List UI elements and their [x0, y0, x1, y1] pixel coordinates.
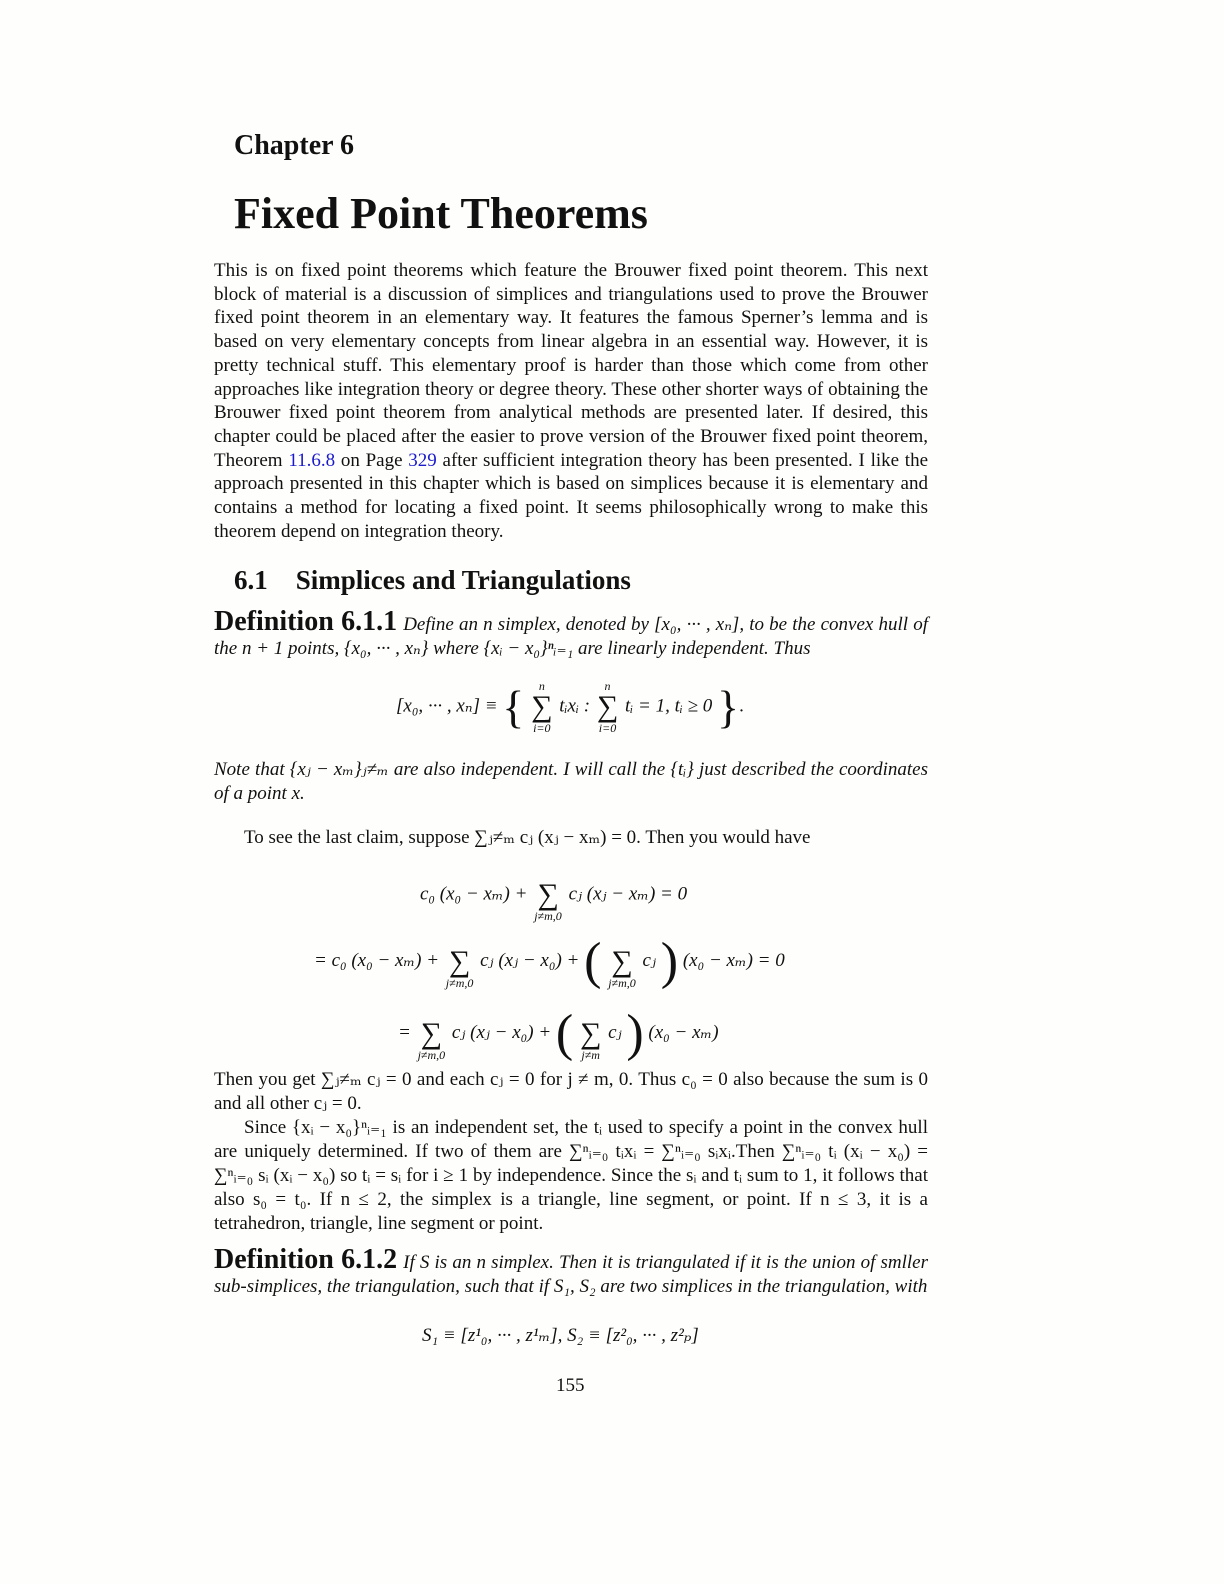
- sum-lower: j≠m,0: [417, 1047, 446, 1062]
- definition-6-1-1: [214, 606, 928, 661]
- definition-label: Definition 6.1.1: [214, 606, 398, 637]
- sum-upper: n: [538, 679, 545, 693]
- sigma-symbol: ∑: [448, 944, 471, 978]
- sum-lower: i=0: [598, 721, 617, 735]
- left-paren: (: [584, 933, 602, 990]
- definition-label: Definition 6.1.2: [214, 1244, 398, 1275]
- right-paren: ): [626, 1005, 644, 1062]
- eq3-part-c: cⱼ: [608, 1021, 622, 1043]
- sum-lower: j≠m,0: [608, 975, 636, 990]
- sum-operator: [580, 1007, 601, 1061]
- sum-upper: n: [604, 679, 611, 693]
- intro-text-2: on Page: [335, 449, 409, 471]
- sigma-symbol: ∑: [531, 690, 553, 723]
- left-paren: (: [555, 1005, 574, 1062]
- sum-operator: [597, 680, 618, 734]
- right-brace: }: [717, 681, 740, 733]
- definition-text: Define an n simplex, denoted by [x₀, ··· , xₙ], to be the convex hull of the n + 1 points, {x₀, ··· , xₙ} where {xᵢ − x₀}ⁿᵢ₌₁ are linearly independent. Thus: [214, 614, 928, 659]
- period: .: [739, 695, 744, 717]
- theorem-link[interactable]: 11.6.8: [288, 449, 336, 471]
- page-number: 155: [556, 1375, 585, 1396]
- proof-equation-2: [314, 932, 785, 991]
- left-brace: {: [502, 681, 525, 733]
- proof-equation-1: [420, 868, 687, 922]
- eq2-part-d: (x₀ − xₘ) = 0: [682, 949, 785, 971]
- proof-conclusion: Then you get ∑ⱼ≠ₘ cⱼ = 0 and each cⱼ = 0 for j ≠ m, 0. Thus c₀ = 0 also because the sum is 0 and all other cⱼ = 0.: [214, 1069, 928, 1114]
- eq2-part-a: = c₀ (x₀ − xₘ) +: [314, 949, 440, 971]
- sigma-symbol: ∑: [537, 878, 559, 911]
- sum-lower: i=0: [533, 721, 551, 735]
- eq1-part-b: cⱼ (xⱼ − xₘ) = 0: [568, 883, 688, 905]
- proof-equation-3: [398, 1004, 719, 1063]
- sum-operator: [446, 935, 474, 989]
- sigma-symbol: ∑: [611, 944, 633, 978]
- eq3-part-b: cⱼ (xⱼ − x₀) +: [451, 1021, 552, 1043]
- definition-note: Note that {xⱼ − xₘ}ⱼ≠ₘ are also independent. I will call the {tᵢ} just described the coordinates of a point x.: [214, 759, 928, 804]
- right-paren: ): [660, 933, 679, 990]
- definition-6-1-2: [214, 1244, 928, 1299]
- chapter-title: Fixed Point Theorems: [234, 189, 648, 238]
- intro-text-1: This is on fixed point theorems which feature the Brouwer fixed point theorem. This next block of material is a discussion of simplices and triangulations used to prove the Brouwer fixed point theorem in an elementary way. It features the famous Sperner’s lemma and is based on very elementary concepts from linear algebra in an essential way. However, it is pretty technical stuff. This elementary proof is harder than those which come from other approaches like integration theory or degree theory. These other shorter ways of obtaining the Brouwer fixed point theorem from analytical methods are presented later. If desired, this chapter could be placed after the easier to prove version of the Brouwer fixed point theorem, Theorem: [214, 260, 928, 471]
- sum-operator: [608, 935, 636, 989]
- simplex-equation: [396, 680, 744, 734]
- eq3-part-a: =: [398, 1021, 411, 1043]
- sigma-symbol: ∑: [420, 1016, 443, 1050]
- eq3-part-d: (x₀ − xₘ): [648, 1021, 719, 1043]
- triangulation-equation: S₁ ≡ [z¹₀, ··· , z¹ₘ], S₂ ≡ [z²₀, ··· , z²ₚ]: [422, 1325, 699, 1346]
- sigma-symbol: ∑: [580, 1016, 602, 1050]
- section-number: 6.1: [234, 565, 268, 595]
- eq2-part-b: cⱼ (xⱼ − x₀) +: [480, 949, 580, 971]
- eq1-part-a: c₀ (x₀ − xₘ) +: [420, 883, 528, 905]
- intro-text-3: after sufficient integration theory has been presented. I like the approach presented in this chapter which is based on simplices because it is elementary and contains a method for locating a fixed point. It seems philosophically wrong to make this theorem depend on integration theory.: [214, 449, 929, 542]
- chapter-label: Chapter 6: [234, 130, 355, 161]
- eq-term2: tᵢ = 1, tᵢ ≥ 0: [624, 695, 713, 717]
- proof-claim: To see the last claim, suppose ∑ⱼ≠ₘ cⱼ (xⱼ − xₘ) = 0. Then you would have: [244, 827, 811, 848]
- sum-lower: j≠m,0: [445, 975, 474, 990]
- sigma-symbol: ∑: [596, 690, 619, 723]
- eq2-part-c: cⱼ: [642, 949, 656, 971]
- eq-lhs: [x₀, ··· , xₙ] ≡: [396, 695, 498, 717]
- page-link[interactable]: 329: [408, 449, 437, 471]
- sum-lower: j≠m,0: [534, 909, 562, 923]
- uniqueness-paragraph: Since {xᵢ − x₀}ⁿᵢ₌₁ is an independent set, the tᵢ used to specify a point in the convex hull are uniquely determined. If two of them are ∑ⁿᵢ₌₀ tᵢxᵢ = ∑ⁿᵢ₌₀ sᵢxᵢ.Then ∑ⁿᵢ₌₀ tᵢ (xᵢ − x₀) = ∑ⁿᵢ₌₀ sᵢ (xᵢ − x₀) so tᵢ = sᵢ for i ≥ 1 by independence. Since the sᵢ and tᵢ sum to 1, it follows that also s₀ = t₀. If n ≤ 2, the simplex is a triangle, line segment, or point. If n ≤ 3, it is a tetrahedron, triangle, line segment or point.: [214, 1117, 928, 1234]
- proof-conclusion-block: [214, 1068, 928, 1236]
- sum-operator: [418, 1007, 446, 1061]
- sum-operator: [534, 868, 562, 922]
- sum-operator: [531, 680, 552, 734]
- intro-paragraph: [214, 259, 928, 543]
- section-title: Simplices and Triangulations: [295, 565, 631, 595]
- definition-text: If S is an n simplex. Then it is triangulated if it is the union of smller sub-simplices, the triangulation, such that if S₁, S₂ are two simplices in the triangulation, with: [214, 1252, 928, 1297]
- sum-lower: j≠m: [581, 1047, 600, 1062]
- eq-term1: tᵢxᵢ :: [559, 695, 591, 717]
- section-heading: [234, 565, 631, 596]
